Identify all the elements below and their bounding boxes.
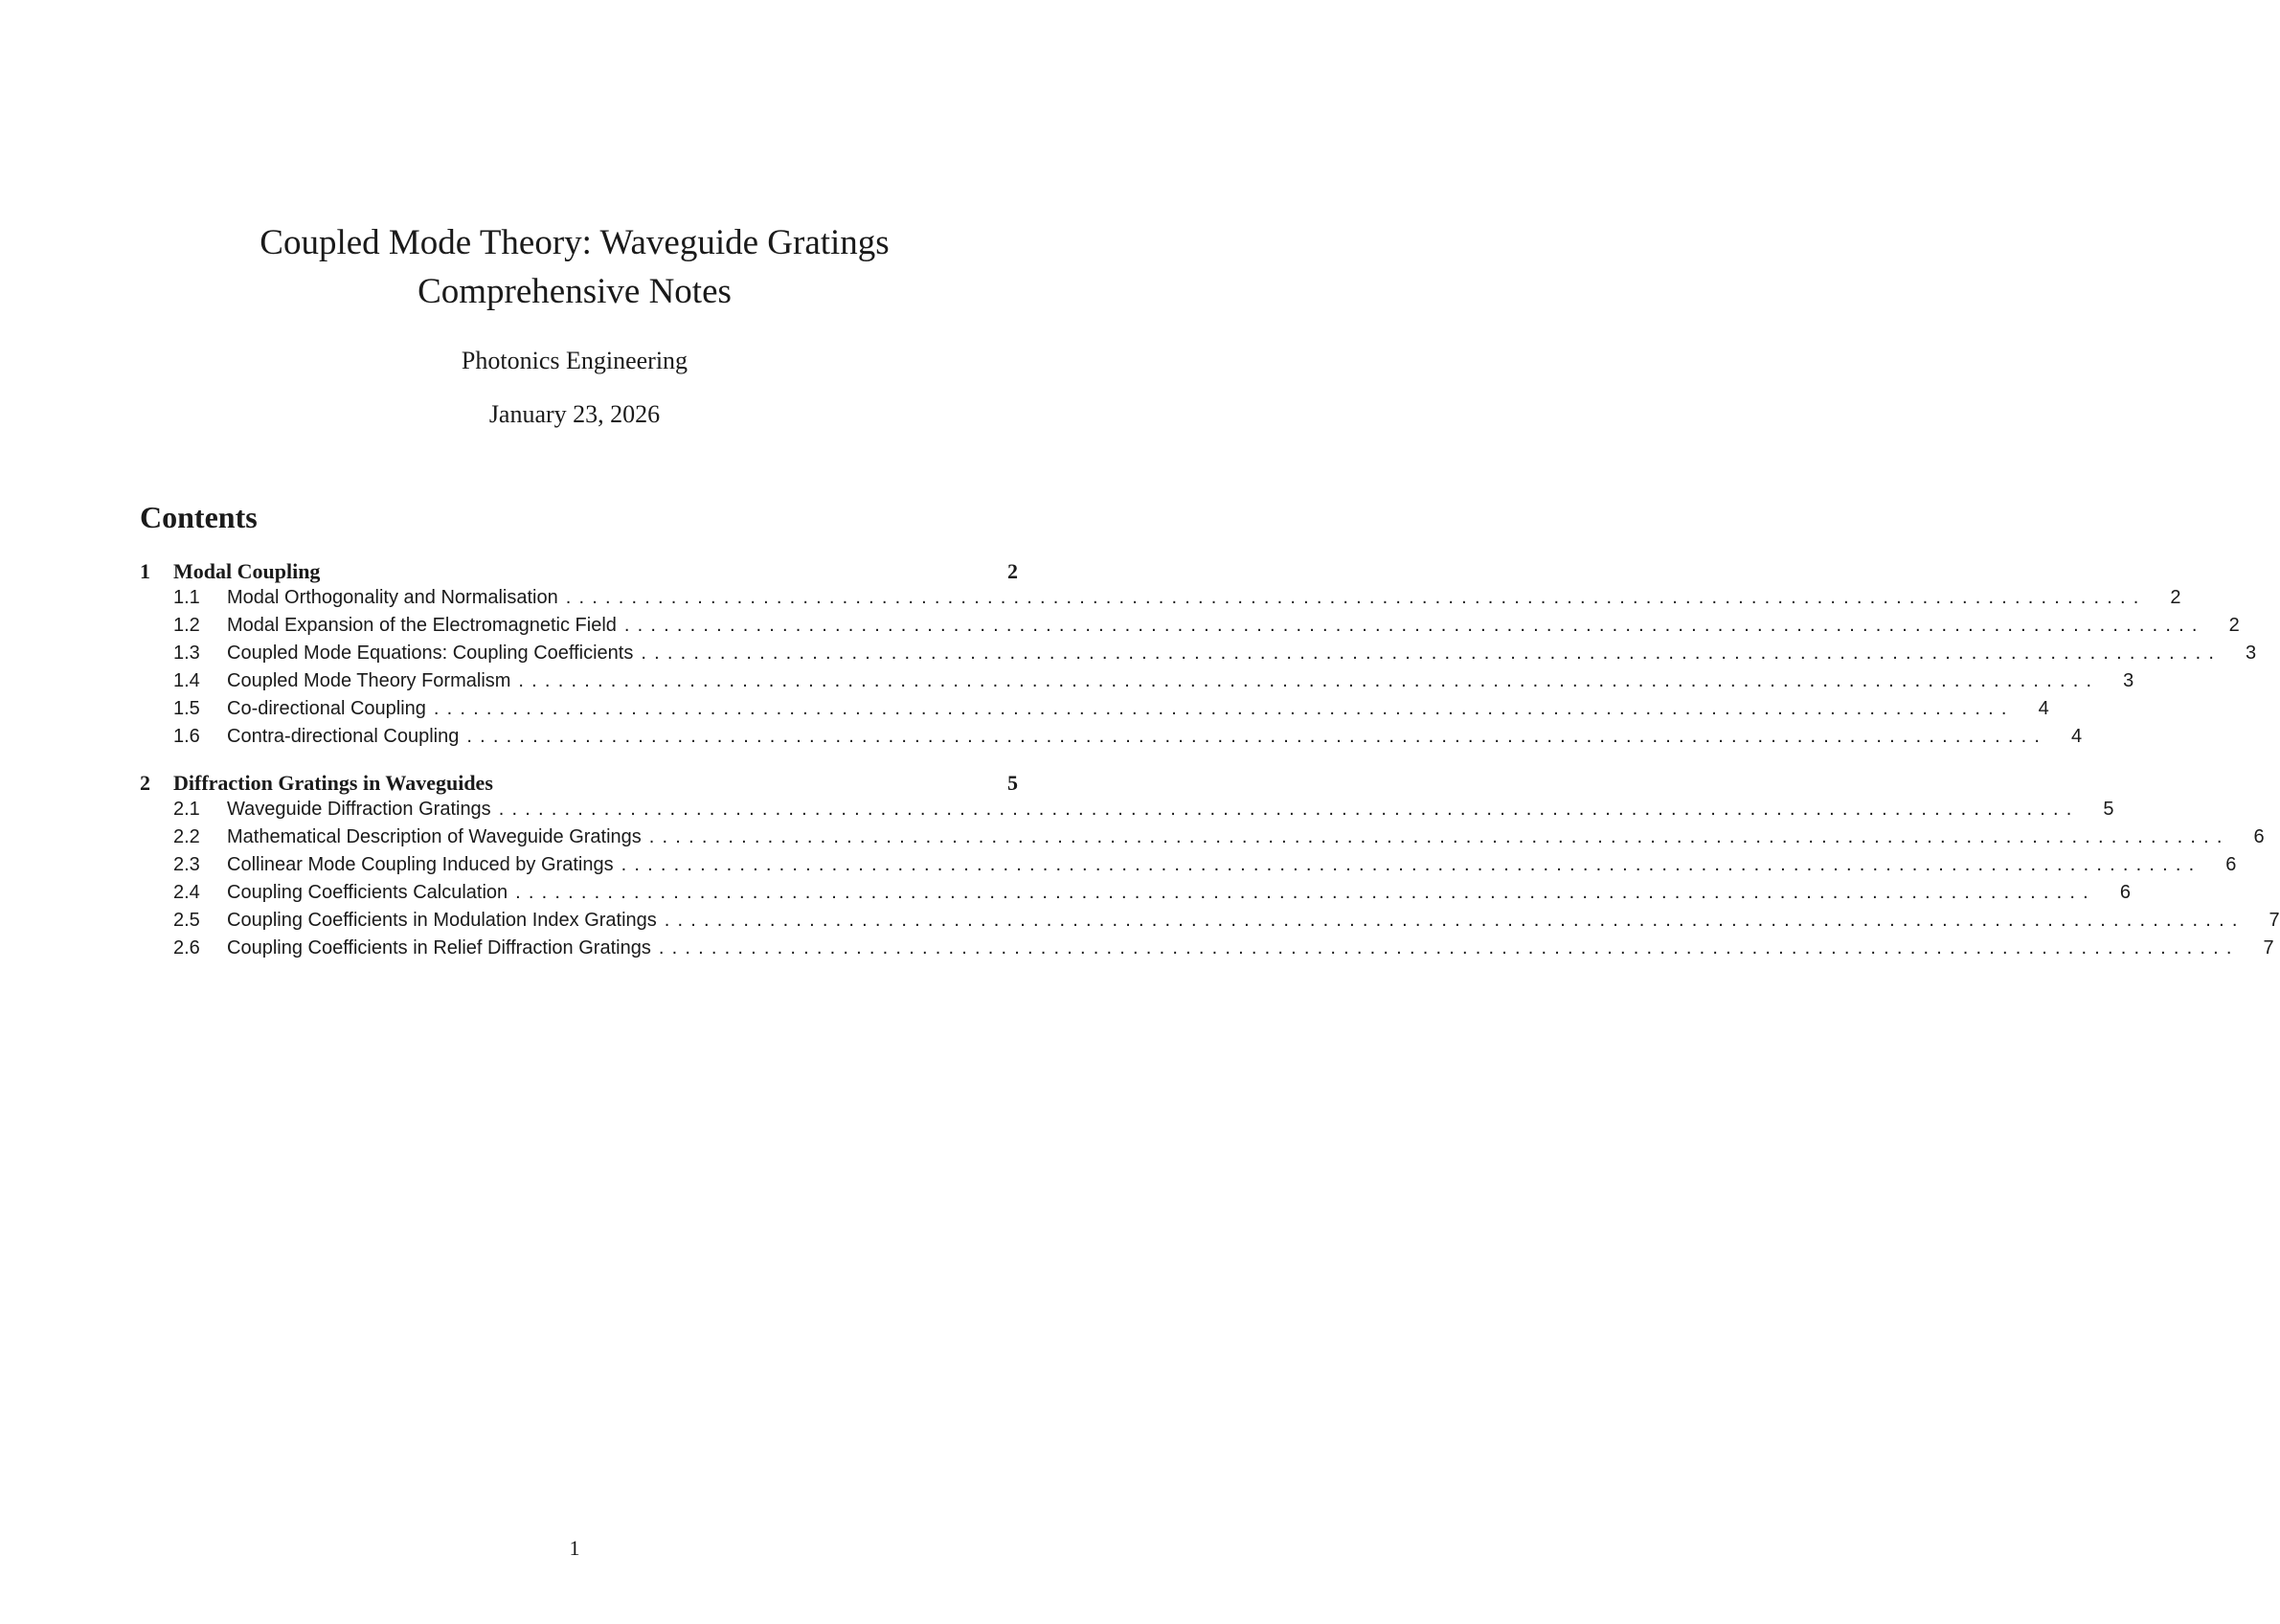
toc-subsection-number: 2.1 xyxy=(173,799,200,820)
toc-dot-leader: ........................................................................................................................ xyxy=(641,643,2223,664)
toc-subsection-page: 2 xyxy=(2170,587,2181,608)
toc-subsection-entry[interactable] xyxy=(140,615,2240,643)
toc-dot-leader: ........................................................................................................................ xyxy=(623,615,2205,636)
toc-dot-leader: ........................................................................................................................ xyxy=(515,882,2096,903)
document-subtitle: Comprehensive Notes xyxy=(418,272,732,311)
toc-section-entry[interactable] xyxy=(140,559,1018,587)
toc-subsection-title: Coupled Mode Equations: Coupling Coefficients xyxy=(227,643,634,664)
toc-dot-leader: ........................................................................................................................ xyxy=(518,670,2100,691)
document-author: Photonics Engineering xyxy=(461,347,689,374)
toc-subsection-number: 1.6 xyxy=(173,726,200,747)
toc-subsection-number: 1.4 xyxy=(173,670,200,691)
toc-section-page: 5 xyxy=(1007,771,1018,795)
toc-subsection-page: 6 xyxy=(2253,826,2265,847)
toc-section-page: 2 xyxy=(1007,559,1018,583)
toc-subsection-title: Coupling Coefficients in Relief Diffraction Gratings xyxy=(227,937,651,959)
toc-subsection-number: 1.1 xyxy=(173,587,200,608)
toc-subsection-title: Contra-directional Coupling xyxy=(227,726,460,747)
toc-subsection-title: Co-directional Coupling xyxy=(227,698,426,719)
toc-subsection-number: 2.3 xyxy=(173,854,200,875)
toc-subsection-page: 4 xyxy=(2071,726,2083,747)
document-title: Coupled Mode Theory: Waveguide Gratings xyxy=(260,223,890,262)
toc-subsection-number: 1.2 xyxy=(173,615,200,636)
page-number: 1 xyxy=(569,1536,580,1560)
toc-subsection-number: 2.6 xyxy=(173,937,200,959)
toc-dot-leader: ........................................................................................................................ xyxy=(648,826,2230,847)
toc-section-number: 2 xyxy=(140,771,150,795)
toc-dot-leader: ........................................................................................................................ xyxy=(664,910,2246,931)
toc-subsection-number: 1.5 xyxy=(173,698,200,719)
toc-heading: Contents xyxy=(140,500,258,534)
toc-subsection-page: 2 xyxy=(2228,615,2240,636)
toc-subsection-title: Modal Expansion of the Electromagnetic Field xyxy=(227,615,617,636)
toc-dot-leader: ........................................................................................................................ xyxy=(466,726,2048,747)
toc-subsection-number: 2.2 xyxy=(173,826,200,847)
toc-subsection-page: 6 xyxy=(2225,854,2237,875)
toc-subsection-entry[interactable] xyxy=(140,799,2114,826)
toc-subsection-entry[interactable] xyxy=(140,937,2274,965)
toc-subsection-number: 1.3 xyxy=(173,643,200,664)
toc-dot-leader: ........................................................................................................................ xyxy=(498,799,2080,820)
toc-subsection-page: 5 xyxy=(2103,799,2114,820)
toc-subsection-title: Coupling Coefficients Calculation xyxy=(227,882,508,903)
toc-subsection-page: 4 xyxy=(2038,698,2049,719)
toc-section-number: 1 xyxy=(140,559,150,583)
toc-subsection-entry[interactable] xyxy=(140,587,2181,615)
toc-subsection-number: 2.4 xyxy=(173,882,200,903)
toc-subsection-page: 3 xyxy=(2246,643,2257,664)
toc-dot-leader: ........................................................................................................................ xyxy=(658,937,2240,959)
toc-subsection-page: 7 xyxy=(2269,910,2280,931)
toc-subsection-entry[interactable] xyxy=(140,882,2131,910)
toc-subsection-number: 2.5 xyxy=(173,910,200,931)
toc-section-title: Modal Coupling xyxy=(173,559,321,583)
toc-subsection-page: 6 xyxy=(2119,882,2131,903)
toc-subsection-entry[interactable] xyxy=(140,854,2237,882)
toc-subsection-title: Modal Orthogonality and Normalisation xyxy=(227,587,558,608)
table-of-contents xyxy=(140,498,2280,982)
toc-subsection-entry[interactable] xyxy=(140,670,2134,698)
toc-subsection-title: Mathematical Description of Waveguide Gratings xyxy=(227,826,642,847)
toc-subsection-entry[interactable] xyxy=(140,910,2280,937)
toc-subsection-page: 7 xyxy=(2263,937,2274,959)
toc-dot-leader: ........................................................................................................................ xyxy=(621,854,2202,875)
toc-subsection-title: Waveguide Diffraction Gratings xyxy=(227,799,491,820)
toc-subsection-title: Collinear Mode Coupling Induced by Gratings xyxy=(227,854,614,875)
toc-dot-leader: ........................................................................................................................ xyxy=(565,587,2147,608)
document-date: January 23, 2026 xyxy=(488,400,661,428)
toc-subsection-entry[interactable] xyxy=(140,643,2257,670)
toc-subsection-page: 3 xyxy=(2123,670,2134,691)
toc-subsection-entry[interactable] xyxy=(140,726,2083,754)
toc-section-entry[interactable] xyxy=(140,771,1018,799)
toc-subsection-entry[interactable] xyxy=(140,826,2265,854)
title-block xyxy=(0,218,1149,431)
toc-dot-leader: ........................................................................................................................ xyxy=(433,698,2015,719)
toc-section-title: Diffraction Gratings in Waveguides xyxy=(173,771,493,795)
toc-section-2 xyxy=(140,771,2280,965)
toc-subsection-entry[interactable] xyxy=(140,698,2049,726)
toc-section-1 xyxy=(140,559,2257,754)
toc-subsection-title: Coupling Coefficients in Modulation Index Gratings xyxy=(227,910,657,931)
toc-subsection-title: Coupled Mode Theory Formalism xyxy=(227,670,511,691)
